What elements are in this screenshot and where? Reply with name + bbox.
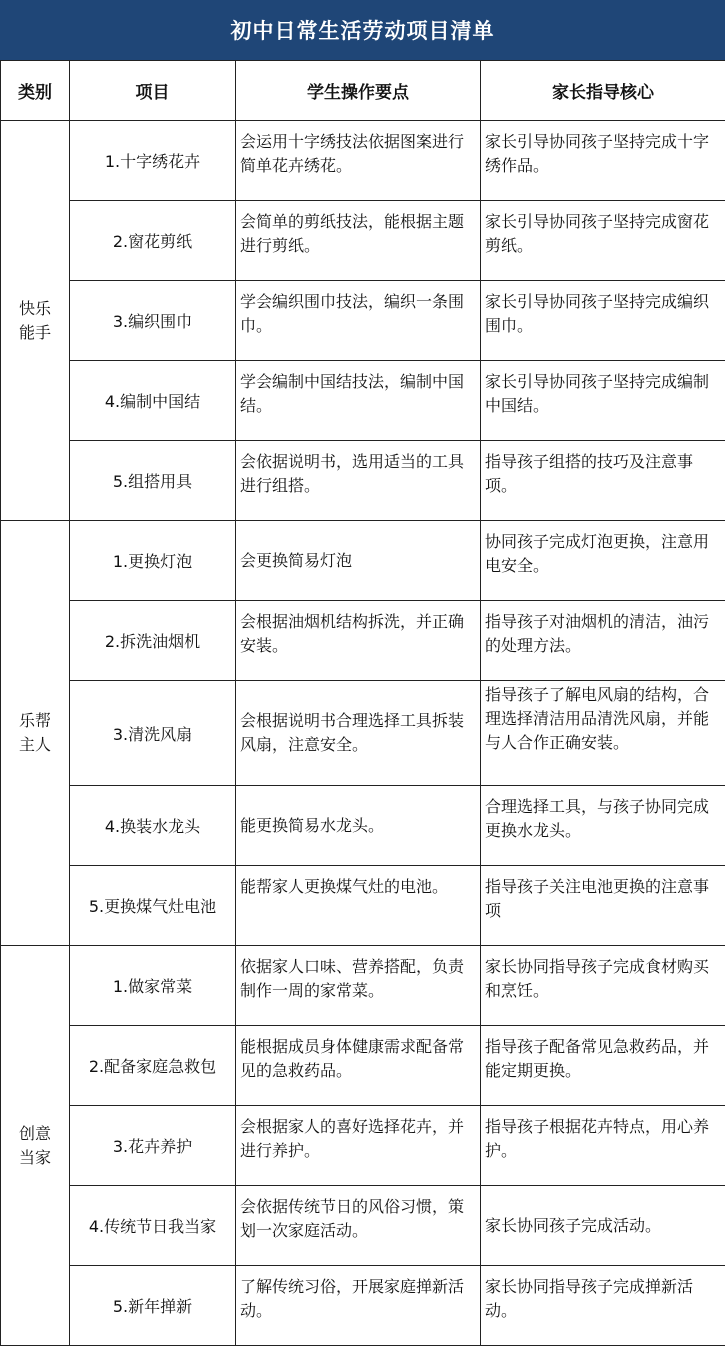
table-row [1,121,725,201]
item-cell: 1.十字绣花卉 [70,121,236,201]
student-points-cell: 会根据说明书合理选择工具拆装风扇，注意安全。 [236,681,481,786]
item-cell: 1.做家常菜 [70,946,236,1026]
table-row [1,1186,725,1266]
item-cell: 2.配备家庭急救包 [70,1026,236,1106]
student-points-cell: 会运用十字绣技法依据图案进行简单花卉绣花。 [236,121,481,201]
student-points-cell: 会根据家人的喜好选择花卉，并进行养护。 [236,1106,481,1186]
parent-guidance-cell: 家长协同指导孩子完成掸新活动。 [481,1266,725,1346]
student-points-cell: 能帮家人更换煤气灶的电池。 [236,866,481,946]
header-student-points: 学生操作要点 [236,61,481,121]
table-header-row [1,61,725,121]
student-points-cell: 能更换简易水龙头。 [236,786,481,866]
table-row [1,681,725,786]
header-item: 项目 [70,61,236,121]
item-cell: 2.拆洗油烟机 [70,601,236,681]
parent-guidance-cell: 家长协同指导孩子完成食材购买和烹饪。 [481,946,725,1026]
table-row [1,361,725,441]
student-points-cell: 会根据油烟机结构拆洗，并正确安装。 [236,601,481,681]
parent-guidance-cell: 协同孩子完成灯泡更换，注意用电安全。 [481,521,725,601]
parent-guidance-cell: 指导孩子根据花卉特点，用心养护。 [481,1106,725,1186]
parent-guidance-cell: 家长引导协同孩子坚持完成十字绣作品。 [481,121,725,201]
student-points-cell: 依据家人口味、营养搭配，负责制作一周的家常菜。 [236,946,481,1026]
student-points-cell: 学会编制中国结技法，编制中国结。 [236,361,481,441]
category-label: 快乐能手 [18,298,51,342]
table-row [1,281,725,361]
item-cell: 4.编制中国结 [70,361,236,441]
parent-guidance-cell: 家长引导协同孩子坚持完成编制中国结。 [481,361,725,441]
item-cell: 3.花卉养护 [70,1106,236,1186]
parent-guidance-cell: 家长引导协同孩子坚持完成窗花剪纸。 [481,201,725,281]
header-category: 类别 [1,61,70,121]
labor-project-table [0,60,725,1346]
parent-guidance-cell: 指导孩子关注电池更换的注意事项 [481,866,725,946]
table-row [1,601,725,681]
header-parent-guidance: 家长指导核心 [481,61,725,121]
item-cell: 2.窗花剪纸 [70,201,236,281]
table-row [1,1266,725,1346]
category-label: 创意当家 [18,1123,51,1167]
category-cell [1,946,70,1346]
table-row [1,521,725,601]
category-label: 乐帮主人 [18,711,51,754]
item-cell: 5.新年掸新 [70,1266,236,1346]
parent-guidance-cell: 指导孩子配备常见急救药品，并能定期更换。 [481,1026,725,1106]
item-cell: 3.编织围巾 [70,281,236,361]
parent-guidance-cell: 指导孩子对油烟机的清洁，油污的处理方法。 [481,601,725,681]
student-points-cell: 会简单的剪纸技法，能根据主题进行剪纸。 [236,201,481,281]
student-points-cell: 能根据成员身体健康需求配备常见的急救药品。 [236,1026,481,1106]
category-cell [1,521,70,946]
student-points-cell: 了解传统习俗，开展家庭掸新活动。 [236,1266,481,1346]
item-cell: 5.更换煤气灶电池 [70,866,236,946]
item-cell: 4.换装水龙头 [70,786,236,866]
table-row [1,441,725,521]
table-row [1,786,725,866]
table-row [1,866,725,946]
student-points-cell: 学会编织围巾技法，编织一条围巾。 [236,281,481,361]
table-row [1,1026,725,1106]
category-cell [1,121,70,521]
item-cell: 5.组搭用具 [70,441,236,521]
item-cell: 3.清洗风扇 [70,681,236,786]
student-points-cell: 会更换简易灯泡 [236,521,481,601]
student-points-cell: 会依据传统节日的风俗习惯，策划一次家庭活动。 [236,1186,481,1266]
table-row [1,1106,725,1186]
parent-guidance-cell: 指导孩子组搭的技巧及注意事项。 [481,441,725,521]
parent-guidance-cell: 指导孩子了解电风扇的结构，合理选择清洁用品清洗风扇，并能与人合作正确安装。 [481,681,725,786]
item-cell: 1.更换灯泡 [70,521,236,601]
item-cell: 4.传统节日我当家 [70,1186,236,1266]
parent-guidance-cell: 合理选择工具，与孩子协同完成更换水龙头。 [481,786,725,866]
parent-guidance-cell: 家长协同孩子完成活动。 [481,1186,725,1266]
parent-guidance-cell: 家长引导协同孩子坚持完成编织围巾。 [481,281,725,361]
table-row [1,201,725,281]
student-points-cell: 会依据说明书，选用适当的工具进行组搭。 [236,441,481,521]
page-title: 初中日常生活劳动项目清单 [0,0,725,60]
table-row [1,946,725,1026]
